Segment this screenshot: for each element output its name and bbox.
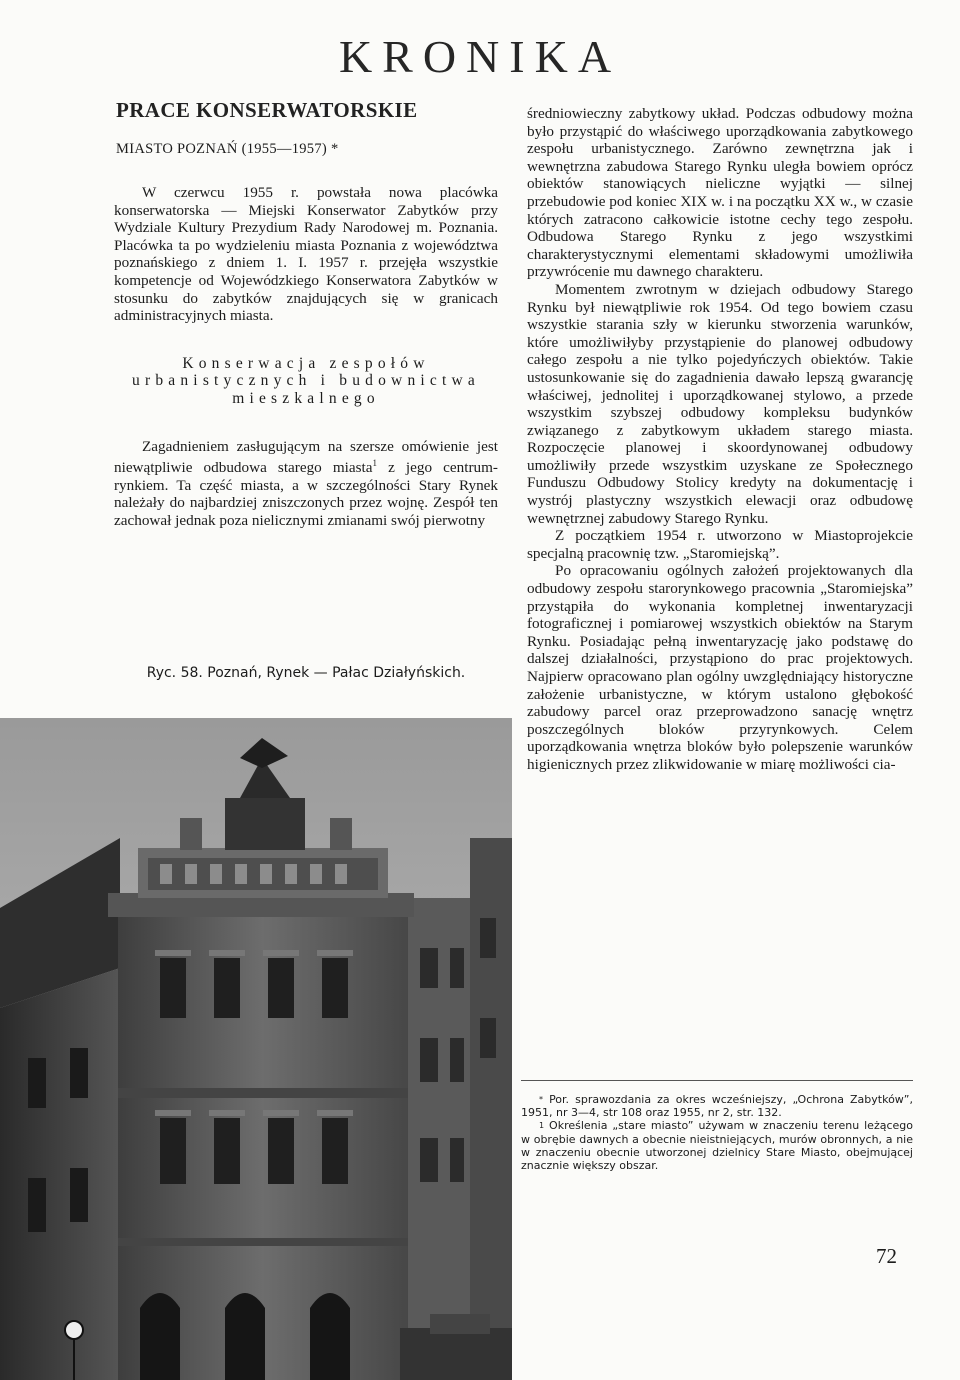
footnote bbox=[521, 1093, 913, 1119]
footnote-text: Określenia „stare miasto” używam w znaczeniu terenu leżącego w obrębie dawnych a obecnie nieistniejących, murów obronnych, a nie w znaczeniu obecnie utworzonej dzielnicy Stare Miasto, obejmującej znacznie większy obszar. bbox=[521, 1119, 913, 1173]
footnote-ref: 1 bbox=[372, 458, 377, 469]
right-column bbox=[527, 105, 913, 774]
body-paragraph: średniowieczny zabytkowy układ. Podczas odbudowy można było przystąpić do właściwego uporządkowania zabytkowego zespołu urbanistycznego. Zarówno zewnętrzna jak i wewnętrzna zabudowa Starego Rynku uległa bowiem oprócz obiektów stanowiących nieliczne wyjątki — silnej przebudowie pod koniec XIX w. i na początku XX w., w czasie których zatracono całkowicie istotne cechy tego zespołu. Odbudowa Starego Rynku z jego wszystkimi charakterystycznymi elementami składowymi umożliwiła przywrócenie mu dawnego charakteru. bbox=[527, 105, 913, 281]
paragraph-text: Zagadnieniem zasługującym na szersze omówienie jest niewątpliwie odbudowa starego miasta bbox=[114, 437, 498, 477]
figure-photo-palace bbox=[0, 718, 512, 1380]
figure-caption: Ryc. 58. Poznań, Rynek — Pałac Działyńskich. bbox=[146, 665, 466, 681]
body-paragraph: Momentem zwrotnym w dziejach odbudowy Starego Rynku był niewątpliwie rok 1954. Od tego bowiem czasu wszystkie starania szły w kierunku stworzenia warunków, które umożliwiłyby przystąpienie do planowej odbudowy całego zespołu a nie tylko pojedyńczych obiektów. Takie ustosunkowanie się do zagadnienia dawało lepszą gwarancję właściwej, jednolitej i uporządkowanej stylowo, a przede wszystkim szybszej odbudowy kompleksu budynków związanego z zabytkowym układem starego miasta. Rozpoczęcie planowej i skoordynowanej odbudowy umożliwiły przede wszystkim uzyskane ze Społecznego Funduszu Odbudowy Stolicy kredyty na dokumentację i wystrój plastyczny wszystkich elewacji oraz odbudowę wewnętrznej zabudowy Starego Rynku. bbox=[527, 280, 913, 527]
left-column bbox=[114, 98, 498, 530]
paragraph-text-cont: z jego centrum-rynkiem. Ta część miasta, a w szczególności Stary Rynek należały do najbardziej zniszczonych przez wojnę. Zespół ten zachował jednak poza nielicznymi zmianami swój pierwotny bbox=[114, 459, 498, 529]
page-number: 72 bbox=[876, 1244, 897, 1268]
body-paragraph bbox=[114, 438, 498, 530]
footnote-text: Por. sprawozdania za okres wcześniejszy, „Ochrona Zabytków”, 1951, nr 3—4, str 108 oraz 1955, nr 2, str. 132. bbox=[521, 1093, 913, 1120]
subsection-heading: Konserwacja zespołów urbanistycznych i budownictwa mieszkalnego bbox=[132, 354, 480, 407]
footnote-mark: 1 bbox=[539, 1121, 545, 1131]
section-subtitle: MIASTO POZNAŃ (1955—1957) * bbox=[116, 141, 339, 157]
footnote bbox=[521, 1119, 913, 1172]
intro-paragraph: W czerwcu 1955 r. powstała nowa placówka konserwatorska — Miejski Konserwator Zabytków przy Wydziale Kultury Prezydium Rady Narodowej m. Poznania. Placówka ta po wydzieleniu miasta Poznania z województwa poznańskiego z dniem 1. I. 1957 r. przejęła wszystkie kompetencje od Wojewódzkiego Konserwatora Zabytków w stosunku do zabytków znajdujących się w granicach administracyjnych miasta. bbox=[114, 184, 498, 325]
footnotes bbox=[521, 1080, 913, 1172]
footnote-mark: * bbox=[539, 1095, 543, 1104]
section-title: PRACE KONSERWATORSKIE bbox=[116, 98, 418, 122]
body-paragraph: Po opracowaniu ogólnych założeń projektowanych dla odbudowy zespołu starorynkowego pracownia „Staromiejska” przystąpiła do wykonania kompletnej inwentaryzacji fotograficznej i pomiarowej wszystkich obiektów na Starym Rynku. Posiadając pełną inwentaryzację jako podstawę do dalszej działalności, przystąpiono do prac projektowych. Najpierw opracowano plan ogólny uwzględniający historyczne założenie urbanistyczne, w którym ustalono głębokość zabudowy parcel oraz przeprowadzono sanację wnętrz poszczególnych bloków przyrynkowych. Celem uporządkowania wnętrza bloków było polepszenie warunków higienicznych przez zlikwidowanie w miarę możliwości cia- bbox=[527, 562, 913, 773]
running-header: KRONIKA bbox=[338, 31, 622, 82]
body-paragraph: Z początkiem 1954 r. utworzono w Miastoprojekcie specjalną pracownię tzw. „Staromiejską”. bbox=[527, 527, 913, 562]
